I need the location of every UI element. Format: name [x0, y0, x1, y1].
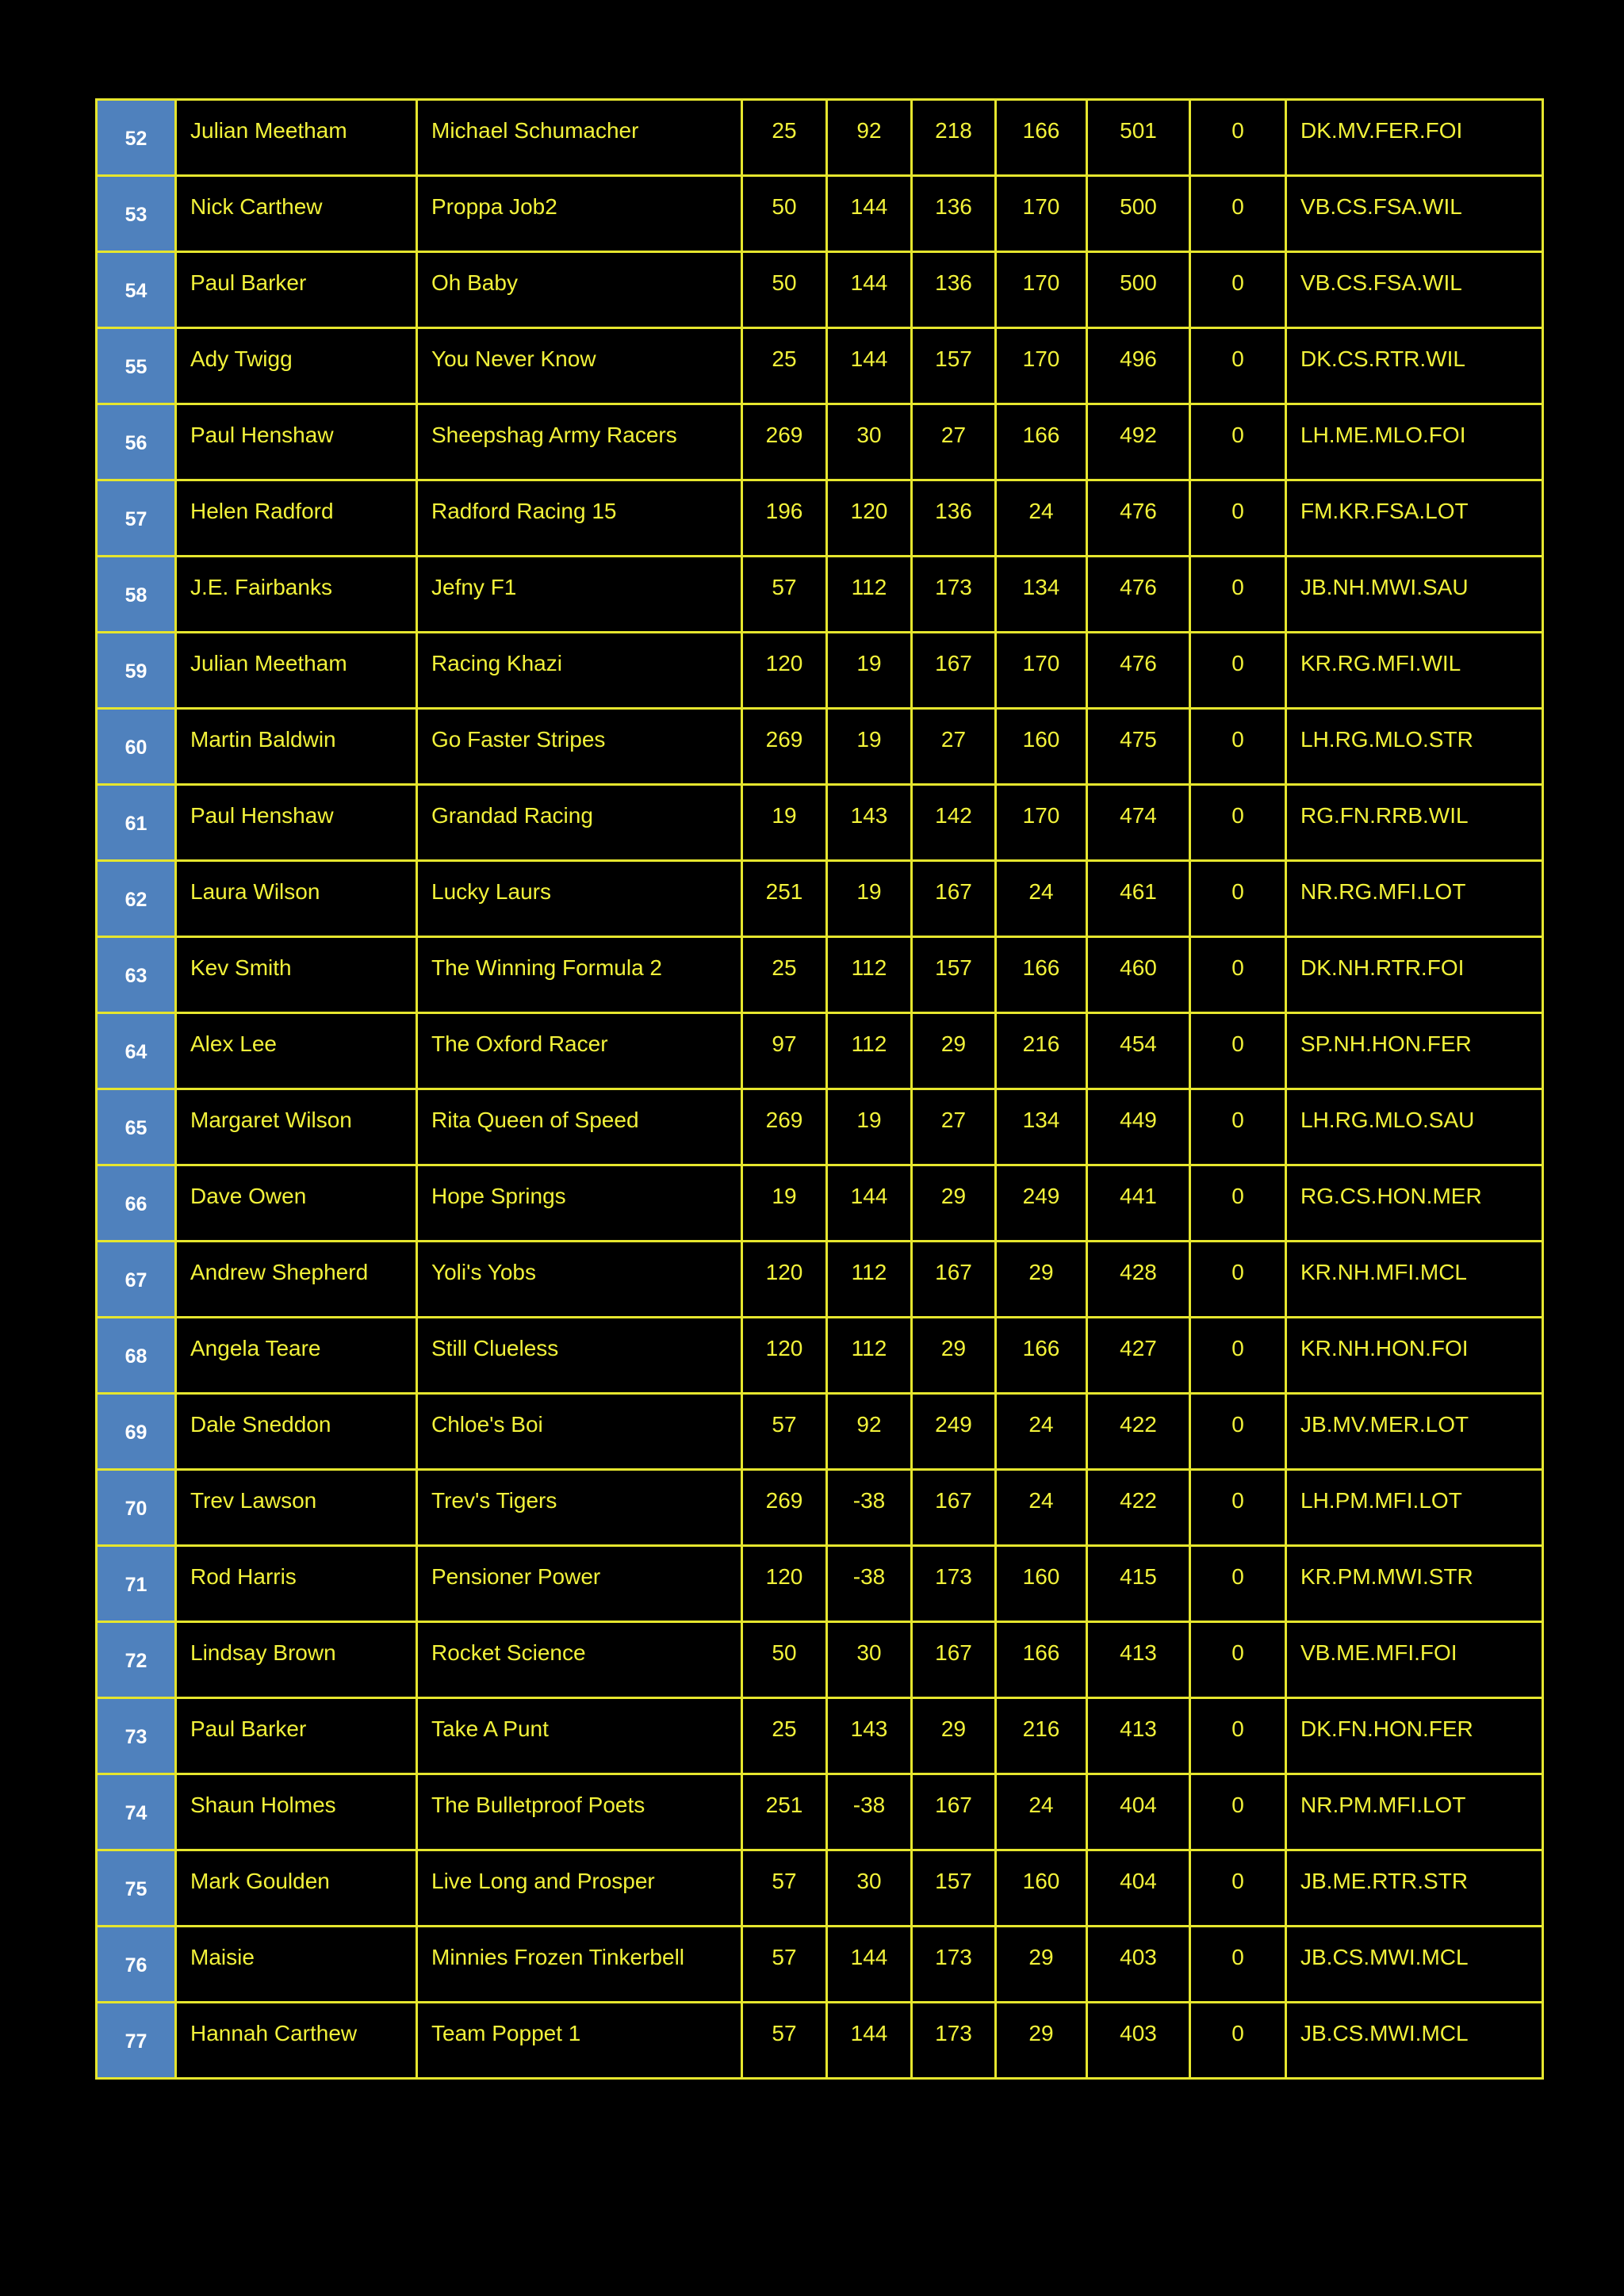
score-cell-2: 144 — [827, 328, 912, 404]
score-cell-2: -38 — [827, 1546, 912, 1622]
total-score-cell: 492 — [1087, 404, 1190, 480]
total-score-cell: 427 — [1087, 1318, 1190, 1394]
score-cell-2: 19 — [827, 861, 912, 937]
team-name-cell: Racing Khazi — [417, 633, 742, 709]
score-cell-3: 167 — [912, 633, 996, 709]
bonus-cell: 0 — [1190, 709, 1286, 785]
score-cell-3: 142 — [912, 785, 996, 861]
player-name-cell: Rod Harris — [176, 1546, 417, 1622]
selection-code-cell: NR.PM.MFI.LOT — [1286, 1774, 1543, 1850]
position-cell: 68 — [97, 1318, 176, 1394]
position-cell: 56 — [97, 404, 176, 480]
score-cell-3: 167 — [912, 1622, 996, 1698]
player-name-cell: Dave Owen — [176, 1165, 417, 1242]
bonus-cell: 0 — [1190, 557, 1286, 633]
score-cell-2: 30 — [827, 1850, 912, 1927]
score-cell-1: 50 — [742, 252, 827, 328]
player-name-cell: Andrew Shepherd — [176, 1242, 417, 1318]
score-cell-4: 166 — [996, 404, 1087, 480]
team-name-cell: Pensioner Power — [417, 1546, 742, 1622]
team-name-cell: Radford Racing 15 — [417, 480, 742, 557]
bonus-cell: 0 — [1190, 176, 1286, 252]
total-score-cell: 422 — [1087, 1470, 1190, 1546]
team-name-cell: Take A Punt — [417, 1698, 742, 1774]
player-name-cell: Laura Wilson — [176, 861, 417, 937]
table-row — [97, 633, 1543, 709]
score-cell-3: 29 — [912, 1013, 996, 1089]
score-cell-2: 144 — [827, 2003, 912, 2079]
score-cell-2: 144 — [827, 252, 912, 328]
position-cell: 54 — [97, 252, 176, 328]
score-cell-1: 196 — [742, 480, 827, 557]
score-cell-1: 25 — [742, 328, 827, 404]
score-cell-3: 157 — [912, 937, 996, 1013]
player-name-cell: Alex Lee — [176, 1013, 417, 1089]
score-cell-3: 157 — [912, 328, 996, 404]
position-cell: 74 — [97, 1774, 176, 1850]
position-cell: 73 — [97, 1698, 176, 1774]
team-name-cell: Grandad Racing — [417, 785, 742, 861]
score-cell-3: 29 — [912, 1698, 996, 1774]
table-row — [97, 1546, 1543, 1622]
score-cell-2: 30 — [827, 1622, 912, 1698]
score-cell-4: 24 — [996, 1470, 1087, 1546]
score-cell-4: 170 — [996, 785, 1087, 861]
bonus-cell: 0 — [1190, 1394, 1286, 1470]
table-row — [97, 1318, 1543, 1394]
position-cell: 63 — [97, 937, 176, 1013]
selection-code-cell: VB.CS.FSA.WIL — [1286, 176, 1543, 252]
bonus-cell: 0 — [1190, 1850, 1286, 1927]
total-score-cell: 415 — [1087, 1546, 1190, 1622]
position-cell: 53 — [97, 176, 176, 252]
total-score-cell: 461 — [1087, 861, 1190, 937]
table-row — [97, 1850, 1543, 1927]
bonus-cell: 0 — [1190, 1089, 1286, 1165]
score-cell-1: 19 — [742, 785, 827, 861]
selection-code-cell: RG.CS.HON.MER — [1286, 1165, 1543, 1242]
player-name-cell: Martin Baldwin — [176, 709, 417, 785]
bonus-cell: 0 — [1190, 785, 1286, 861]
score-cell-4: 166 — [996, 937, 1087, 1013]
score-cell-2: -38 — [827, 1774, 912, 1850]
score-cell-4: 29 — [996, 2003, 1087, 2079]
bonus-cell: 0 — [1190, 937, 1286, 1013]
table-row — [97, 100, 1543, 176]
team-name-cell: Team Poppet 1 — [417, 2003, 742, 2079]
selection-code-cell: LH.PM.MFI.LOT — [1286, 1470, 1543, 1546]
score-cell-1: 120 — [742, 1242, 827, 1318]
table-row — [97, 176, 1543, 252]
score-cell-4: 24 — [996, 480, 1087, 557]
selection-code-cell: DK.MV.FER.FOI — [1286, 100, 1543, 176]
score-cell-4: 170 — [996, 252, 1087, 328]
bonus-cell: 0 — [1190, 2003, 1286, 2079]
position-cell: 64 — [97, 1013, 176, 1089]
score-cell-4: 24 — [996, 1774, 1087, 1850]
player-name-cell: J.E. Fairbanks — [176, 557, 417, 633]
score-cell-3: 157 — [912, 1850, 996, 1927]
bonus-cell: 0 — [1190, 1318, 1286, 1394]
table-row — [97, 1470, 1543, 1546]
table-row — [97, 480, 1543, 557]
bonus-cell: 0 — [1190, 328, 1286, 404]
team-name-cell: Oh Baby — [417, 252, 742, 328]
total-score-cell: 428 — [1087, 1242, 1190, 1318]
bonus-cell: 0 — [1190, 1774, 1286, 1850]
selection-code-cell: JB.NH.MWI.SAU — [1286, 557, 1543, 633]
position-cell: 70 — [97, 1470, 176, 1546]
team-name-cell: Go Faster Stripes — [417, 709, 742, 785]
total-score-cell: 474 — [1087, 785, 1190, 861]
selection-code-cell: LH.RG.MLO.STR — [1286, 709, 1543, 785]
total-score-cell: 454 — [1087, 1013, 1190, 1089]
team-name-cell: Chloe's Boi — [417, 1394, 742, 1470]
selection-code-cell: KR.NH.MFI.MCL — [1286, 1242, 1543, 1318]
score-cell-1: 269 — [742, 404, 827, 480]
score-cell-1: 251 — [742, 861, 827, 937]
score-cell-1: 57 — [742, 2003, 827, 2079]
score-cell-4: 134 — [996, 1089, 1087, 1165]
team-name-cell: Hope Springs — [417, 1165, 742, 1242]
score-cell-2: 92 — [827, 100, 912, 176]
table-row — [97, 709, 1543, 785]
score-cell-2: -38 — [827, 1470, 912, 1546]
score-cell-4: 170 — [996, 176, 1087, 252]
player-name-cell: Trev Lawson — [176, 1470, 417, 1546]
score-cell-2: 30 — [827, 404, 912, 480]
total-score-cell: 500 — [1087, 252, 1190, 328]
score-cell-1: 269 — [742, 1470, 827, 1546]
bonus-cell: 0 — [1190, 1698, 1286, 1774]
selection-code-cell: NR.RG.MFI.LOT — [1286, 861, 1543, 937]
total-score-cell: 449 — [1087, 1089, 1190, 1165]
table-row — [97, 1242, 1543, 1318]
position-cell: 55 — [97, 328, 176, 404]
team-name-cell: Yoli's Yobs — [417, 1242, 742, 1318]
team-name-cell: Trev's Tigers — [417, 1470, 742, 1546]
bonus-cell: 0 — [1190, 480, 1286, 557]
position-cell: 77 — [97, 2003, 176, 2079]
team-name-cell: Still Clueless — [417, 1318, 742, 1394]
score-cell-1: 251 — [742, 1774, 827, 1850]
position-cell: 72 — [97, 1622, 176, 1698]
team-name-cell: Proppa Job2 — [417, 176, 742, 252]
score-cell-3: 29 — [912, 1318, 996, 1394]
selection-code-cell: JB.CS.MWI.MCL — [1286, 2003, 1543, 2079]
score-cell-3: 167 — [912, 861, 996, 937]
position-cell: 61 — [97, 785, 176, 861]
selection-code-cell: KR.RG.MFI.WIL — [1286, 633, 1543, 709]
score-cell-3: 27 — [912, 709, 996, 785]
score-cell-4: 160 — [996, 709, 1087, 785]
score-cell-3: 173 — [912, 557, 996, 633]
team-name-cell: Rita Queen of Speed — [417, 1089, 742, 1165]
player-name-cell: Shaun Holmes — [176, 1774, 417, 1850]
player-name-cell: Kev Smith — [176, 937, 417, 1013]
score-cell-1: 57 — [742, 557, 827, 633]
score-cell-2: 112 — [827, 1013, 912, 1089]
score-cell-1: 19 — [742, 1165, 827, 1242]
team-name-cell: Sheepshag Army Racers — [417, 404, 742, 480]
score-cell-1: 97 — [742, 1013, 827, 1089]
bonus-cell: 0 — [1190, 252, 1286, 328]
score-cell-2: 120 — [827, 480, 912, 557]
score-cell-4: 216 — [996, 1698, 1087, 1774]
score-cell-4: 166 — [996, 1318, 1087, 1394]
score-cell-1: 25 — [742, 937, 827, 1013]
score-cell-1: 57 — [742, 1850, 827, 1927]
score-cell-4: 170 — [996, 633, 1087, 709]
score-cell-2: 112 — [827, 937, 912, 1013]
team-name-cell: Minnies Frozen Tinkerbell — [417, 1927, 742, 2003]
total-score-cell: 404 — [1087, 1850, 1190, 1927]
bonus-cell: 0 — [1190, 1546, 1286, 1622]
table-row — [97, 1089, 1543, 1165]
team-name-cell: The Bulletproof Poets — [417, 1774, 742, 1850]
player-name-cell: Nick Carthew — [176, 176, 417, 252]
player-name-cell: Paul Henshaw — [176, 404, 417, 480]
score-cell-2: 144 — [827, 176, 912, 252]
selection-code-cell: RG.FN.RRB.WIL — [1286, 785, 1543, 861]
score-cell-3: 249 — [912, 1394, 996, 1470]
score-cell-3: 218 — [912, 100, 996, 176]
selection-code-cell: FM.KR.FSA.LOT — [1286, 480, 1543, 557]
score-cell-4: 29 — [996, 1242, 1087, 1318]
table-row — [97, 1698, 1543, 1774]
score-cell-3: 136 — [912, 480, 996, 557]
total-score-cell: 460 — [1087, 937, 1190, 1013]
score-cell-1: 50 — [742, 176, 827, 252]
team-name-cell: Live Long and Prosper — [417, 1850, 742, 1927]
score-cell-3: 27 — [912, 404, 996, 480]
player-name-cell: Dale Sneddon — [176, 1394, 417, 1470]
table-row — [97, 1774, 1543, 1850]
selection-code-cell: VB.CS.FSA.WIL — [1286, 252, 1543, 328]
total-score-cell: 413 — [1087, 1698, 1190, 1774]
table-row — [97, 1394, 1543, 1470]
score-cell-4: 166 — [996, 1622, 1087, 1698]
table-row — [97, 1013, 1543, 1089]
score-cell-2: 19 — [827, 633, 912, 709]
player-name-cell: Julian Meetham — [176, 633, 417, 709]
score-cell-4: 160 — [996, 1546, 1087, 1622]
selection-code-cell: JB.ME.RTR.STR — [1286, 1850, 1543, 1927]
score-cell-1: 57 — [742, 1927, 827, 2003]
team-name-cell: Lucky Laurs — [417, 861, 742, 937]
total-score-cell: 476 — [1087, 557, 1190, 633]
total-score-cell: 501 — [1087, 100, 1190, 176]
position-cell: 58 — [97, 557, 176, 633]
position-cell: 76 — [97, 1927, 176, 2003]
selection-code-cell: DK.CS.RTR.WIL — [1286, 328, 1543, 404]
score-cell-3: 27 — [912, 1089, 996, 1165]
team-name-cell: You Never Know — [417, 328, 742, 404]
score-cell-2: 144 — [827, 1165, 912, 1242]
player-name-cell: Angela Teare — [176, 1318, 417, 1394]
team-name-cell: The Oxford Racer — [417, 1013, 742, 1089]
table-row — [97, 861, 1543, 937]
score-cell-1: 25 — [742, 100, 827, 176]
table-row — [97, 252, 1543, 328]
selection-code-cell: VB.ME.MFI.FOI — [1286, 1622, 1543, 1698]
position-cell: 71 — [97, 1546, 176, 1622]
score-cell-3: 173 — [912, 1546, 996, 1622]
score-cell-4: 170 — [996, 328, 1087, 404]
player-name-cell: Julian Meetham — [176, 100, 417, 176]
player-name-cell: Mark Goulden — [176, 1850, 417, 1927]
score-cell-4: 216 — [996, 1013, 1087, 1089]
score-cell-2: 92 — [827, 1394, 912, 1470]
score-cell-3: 136 — [912, 176, 996, 252]
score-cell-1: 269 — [742, 1089, 827, 1165]
score-cell-2: 112 — [827, 557, 912, 633]
total-score-cell: 404 — [1087, 1774, 1190, 1850]
team-name-cell: The Winning Formula 2 — [417, 937, 742, 1013]
selection-code-cell: SP.NH.HON.FER — [1286, 1013, 1543, 1089]
player-name-cell: Hannah Carthew — [176, 2003, 417, 2079]
total-score-cell: 476 — [1087, 480, 1190, 557]
table-row — [97, 557, 1543, 633]
total-score-cell: 441 — [1087, 1165, 1190, 1242]
score-cell-3: 29 — [912, 1165, 996, 1242]
player-name-cell: Ady Twigg — [176, 328, 417, 404]
selection-code-cell: LH.ME.MLO.FOI — [1286, 404, 1543, 480]
score-cell-3: 173 — [912, 2003, 996, 2079]
player-name-cell: Helen Radford — [176, 480, 417, 557]
score-cell-2: 112 — [827, 1318, 912, 1394]
score-cell-2: 19 — [827, 1089, 912, 1165]
table-row — [97, 404, 1543, 480]
table-row — [97, 328, 1543, 404]
table-row — [97, 1927, 1543, 2003]
table-row — [97, 1165, 1543, 1242]
selection-code-cell: DK.FN.HON.FER — [1286, 1698, 1543, 1774]
score-cell-2: 143 — [827, 785, 912, 861]
position-cell: 59 — [97, 633, 176, 709]
score-cell-2: 19 — [827, 709, 912, 785]
player-name-cell: Paul Barker — [176, 252, 417, 328]
selection-code-cell: JB.MV.MER.LOT — [1286, 1394, 1543, 1470]
position-cell: 57 — [97, 480, 176, 557]
total-score-cell: 403 — [1087, 1927, 1190, 2003]
bonus-cell: 0 — [1190, 861, 1286, 937]
position-cell: 75 — [97, 1850, 176, 1927]
score-cell-3: 173 — [912, 1927, 996, 2003]
score-cell-1: 25 — [742, 1698, 827, 1774]
bonus-cell: 0 — [1190, 1622, 1286, 1698]
score-cell-1: 57 — [742, 1394, 827, 1470]
bonus-cell: 0 — [1190, 1470, 1286, 1546]
team-name-cell: Michael Schumacher — [417, 100, 742, 176]
position-cell: 69 — [97, 1394, 176, 1470]
score-cell-1: 269 — [742, 709, 827, 785]
score-cell-3: 136 — [912, 252, 996, 328]
standings-table — [95, 98, 1544, 2080]
score-cell-4: 29 — [996, 1927, 1087, 2003]
score-cell-3: 167 — [912, 1470, 996, 1546]
score-cell-4: 24 — [996, 861, 1087, 937]
table-row — [97, 1622, 1543, 1698]
standings-rows — [97, 100, 1543, 2079]
total-score-cell: 413 — [1087, 1622, 1190, 1698]
score-cell-1: 120 — [742, 1546, 827, 1622]
position-cell: 65 — [97, 1089, 176, 1165]
bonus-cell: 0 — [1190, 1242, 1286, 1318]
bonus-cell: 0 — [1190, 1013, 1286, 1089]
score-cell-1: 120 — [742, 633, 827, 709]
selection-code-cell: DK.NH.RTR.FOI — [1286, 937, 1543, 1013]
score-cell-4: 160 — [996, 1850, 1087, 1927]
score-cell-2: 112 — [827, 1242, 912, 1318]
bonus-cell: 0 — [1190, 100, 1286, 176]
total-score-cell: 476 — [1087, 633, 1190, 709]
bonus-cell: 0 — [1190, 633, 1286, 709]
score-cell-4: 166 — [996, 100, 1087, 176]
total-score-cell: 500 — [1087, 176, 1190, 252]
table-row — [97, 785, 1543, 861]
bonus-cell: 0 — [1190, 1927, 1286, 2003]
score-cell-4: 134 — [996, 557, 1087, 633]
position-cell: 67 — [97, 1242, 176, 1318]
score-cell-3: 167 — [912, 1242, 996, 1318]
score-cell-4: 24 — [996, 1394, 1087, 1470]
table-row — [97, 2003, 1543, 2079]
selection-code-cell: JB.CS.MWI.MCL — [1286, 1927, 1543, 2003]
player-name-cell: Paul Henshaw — [176, 785, 417, 861]
team-name-cell: Jefny F1 — [417, 557, 742, 633]
score-cell-1: 50 — [742, 1622, 827, 1698]
score-cell-4: 249 — [996, 1165, 1087, 1242]
player-name-cell: Paul Barker — [176, 1698, 417, 1774]
total-score-cell: 403 — [1087, 2003, 1190, 2079]
selection-code-cell: KR.NH.HON.FOI — [1286, 1318, 1543, 1394]
total-score-cell: 496 — [1087, 328, 1190, 404]
position-cell: 66 — [97, 1165, 176, 1242]
position-cell: 60 — [97, 709, 176, 785]
player-name-cell: Maisie — [176, 1927, 417, 2003]
bonus-cell: 0 — [1190, 404, 1286, 480]
table-row — [97, 937, 1543, 1013]
position-cell: 62 — [97, 861, 176, 937]
player-name-cell: Margaret Wilson — [176, 1089, 417, 1165]
position-cell: 52 — [97, 100, 176, 176]
score-cell-2: 144 — [827, 1927, 912, 2003]
player-name-cell: Lindsay Brown — [176, 1622, 417, 1698]
selection-code-cell: KR.PM.MWI.STR — [1286, 1546, 1543, 1622]
score-cell-3: 167 — [912, 1774, 996, 1850]
score-cell-2: 143 — [827, 1698, 912, 1774]
total-score-cell: 475 — [1087, 709, 1190, 785]
selection-code-cell: LH.RG.MLO.SAU — [1286, 1089, 1543, 1165]
total-score-cell: 422 — [1087, 1394, 1190, 1470]
score-cell-1: 120 — [742, 1318, 827, 1394]
bonus-cell: 0 — [1190, 1165, 1286, 1242]
team-name-cell: Rocket Science — [417, 1622, 742, 1698]
